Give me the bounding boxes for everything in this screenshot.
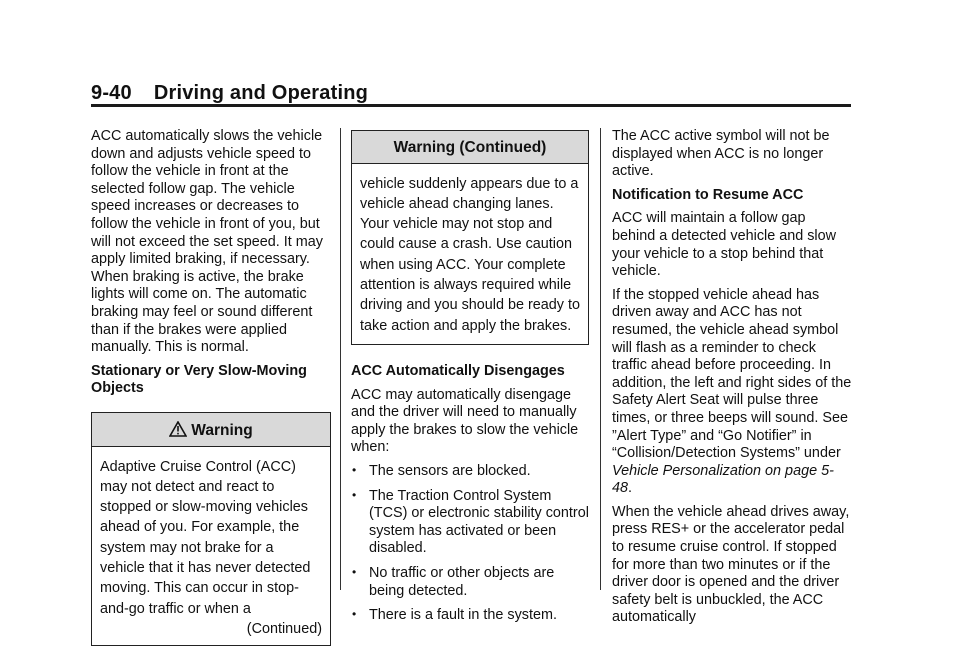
list-item: • The sensors are blocked. [352, 462, 531, 479]
col1-intro: ACC automatically slows the vehicle down and adjusts vehicle speed to follow the vehicle in front at the selected follow gap. The vehicle speed increases or decreases to follow the vehicle in front of you, but will not exceed the set speed. It may apply limited braking, if necessary. When braking is active, the brake lights will come on. The automatic braking may feel or sound different than if the brakes were applied manually. This is normal. [91, 128, 323, 356]
bullet-icon: • [352, 564, 357, 579]
list-item: • There is a fault in the system. [352, 607, 557, 624]
section-title: Driving and Operating [153, 82, 369, 104]
warning-continued-header [352, 131, 588, 164]
list-item: • No traffic or other objects are being detected. [352, 564, 555, 599]
col1-subheading: Stationary or Very Slow-Moving Objects [91, 362, 307, 397]
warning-body [92, 447, 330, 646]
bullet-icon: • [352, 487, 357, 502]
warning-triangle-icon [169, 421, 187, 437]
list-item: • The Traction Control System (TCS) or electronic stability control system has activated or been disabled. [352, 487, 589, 557]
col3-paragraph-3: If the stopped vehicle ahead has driven away and ACC has not resumed, the vehicle ahead symbol will flash as a reminder to check traffic ahead before proceeding. In addition, the left and right sides of the Safety Alert Seat will pulse three times, or three beeps will sound. See ”Alert Type” and “Go Notifier” in “Collision/Detection Systems” under Vehicle Personalization on page 5-48. [612, 286, 852, 497]
continued-label: (Continued) [246, 620, 322, 637]
warning-continued-title: Warning (Continued) [393, 139, 547, 156]
column-1 [91, 128, 331, 646]
column-2 [351, 128, 589, 632]
col3-subheading: Notification to Resume ACC [612, 186, 804, 203]
col3-paragraph-4: When the vehicle ahead drives away, press RES+ or the accelerator pedal to resume cruise control. If stopped for more than two minutes or if the driver door is opened and the driver safety belt is unbuckled, the ACC automatically [612, 503, 850, 626]
column-divider-2 [600, 128, 601, 590]
col2-intro: ACC may automatically disengage and the driver will need to manually apply the brakes to slow the vehicle when: [351, 386, 579, 456]
column-divider-1 [340, 128, 341, 590]
bullet-icon: • [352, 462, 357, 477]
column-3 [612, 128, 852, 633]
bullet-icon: • [352, 607, 357, 622]
col2-subheading: ACC Automatically Disengages [351, 362, 565, 379]
warning-header [92, 413, 330, 447]
page-header [91, 82, 368, 105]
warning-text: Adaptive Cruise Control (ACC) may not detect and react to stopped or slow-moving vehicles ahead of you. For example, the system may not brake for a vehicle that it has never detected moving. This can occur in stop-and-go traffic or when a [100, 458, 311, 617]
warning-title: Warning [191, 421, 253, 439]
warning-box [91, 412, 331, 646]
header-rule [91, 104, 851, 107]
cross-reference-link[interactable]: Vehicle Personalization on page 5-48 [612, 462, 834, 497]
col3-paragraph-2: ACC will maintain a follow gap behind a detected vehicle and slow your vehicle to a stop behind that vehicle. [612, 210, 837, 280]
disengage-list [351, 463, 589, 625]
warning-continued-text: vehicle suddenly appears due to a vehicle ahead changing lanes. Your vehicle may not stop and could cause a crash. Use caution when using ACC. Your complete attention is always required while driving and you should be ready to take action and apply the brakes. [360, 175, 581, 334]
warning-continued-box [351, 130, 589, 345]
warning-continued-body [352, 164, 588, 344]
page-number: 9-40 [91, 82, 132, 104]
col3-paragraph-1: The ACC active symbol will not be displayed when ACC is no longer active. [612, 128, 830, 180]
